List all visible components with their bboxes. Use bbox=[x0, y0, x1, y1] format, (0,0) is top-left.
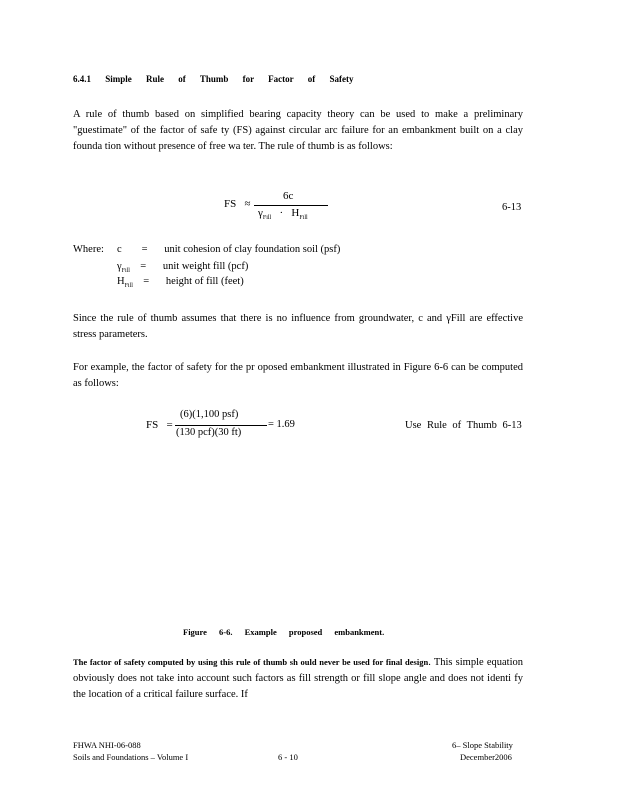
eq1-operator: ≈ bbox=[244, 198, 251, 210]
eq2-fraction-bar bbox=[175, 425, 267, 426]
eq1-denominator: $\gamma_{Fill}$ · $H_{Fill}$ bbox=[258, 207, 308, 222]
section-title: Simple Rule of Thumb for Factor of Safety bbox=[105, 74, 354, 84]
assumption-paragraph: Since the rule of thumb assumes that there is no influence from groundwater, c and γFill are effective stress parameters. bbox=[73, 313, 523, 340]
footer-page-number: 6 - 10 bbox=[278, 752, 298, 762]
eq1-lhs: FS ≈ bbox=[224, 198, 251, 210]
eq2-lhs: FS = bbox=[146, 419, 173, 431]
figure-caption: Figure 6-6. Example proposed embankment. bbox=[183, 627, 385, 637]
section-heading bbox=[73, 74, 354, 84]
footer-right-line1: 6– Slope Stability bbox=[452, 740, 513, 750]
eq2-numerator: (6)(1,100 psf) bbox=[180, 409, 239, 420]
intro-paragraph: A rule of thumb based on simplified bearing capacity theory can be used to make a preliminary "guestimate" of the factor of safe ty (FS) against circular arc failure for an embankment built on a clay founda tion without presence of free wa ter. The rule of thumb is as follows: bbox=[73, 109, 523, 152]
where-row-gamma: $\gamma_{Fill}$ = unit weight fill (pcf) bbox=[117, 261, 249, 275]
example-paragraph: For example, the factor of safety for the pr oposed embankment illustrated in Figure 6-6 can be computed as follows: bbox=[73, 362, 523, 389]
eq2-denominator: (130 pcf)(30 ft) bbox=[176, 427, 242, 438]
where-label: Where: bbox=[73, 244, 104, 255]
eq2-note: Use Rule of Thumb 6-13 bbox=[405, 420, 522, 431]
eq2-equals: = bbox=[166, 419, 173, 431]
where-row-height: $H_{Fill}$ = height of fill (feet) bbox=[117, 276, 244, 290]
eq1-numerator: 6c bbox=[283, 190, 294, 202]
eq1-fraction-bar bbox=[254, 205, 328, 206]
eq2-result: = 1.69 bbox=[268, 419, 295, 430]
eq1-number: 6-13 bbox=[502, 202, 522, 213]
section-number: 6.4.1 bbox=[73, 74, 91, 84]
footer-left-line1: FHWA NHI-06-088 bbox=[73, 740, 141, 750]
closing-paragraph bbox=[73, 654, 523, 703]
closing-rest-text: . This simple equation obviously does not take into account such factors as fill strength or fill slope angle and does not identi fy the location of a critical failure surface. If bbox=[73, 657, 523, 700]
where-row-c: c = unit cohesion of clay foundation soil (psf) bbox=[117, 244, 341, 255]
footer-right-line2: December2006 bbox=[460, 752, 512, 762]
closing-bold-text: The factor of safety computed by using this rule of thumb sh ould never be used for final design bbox=[73, 657, 429, 667]
footer-left-line2: Soils and Foundations – Volume I bbox=[73, 752, 189, 762]
